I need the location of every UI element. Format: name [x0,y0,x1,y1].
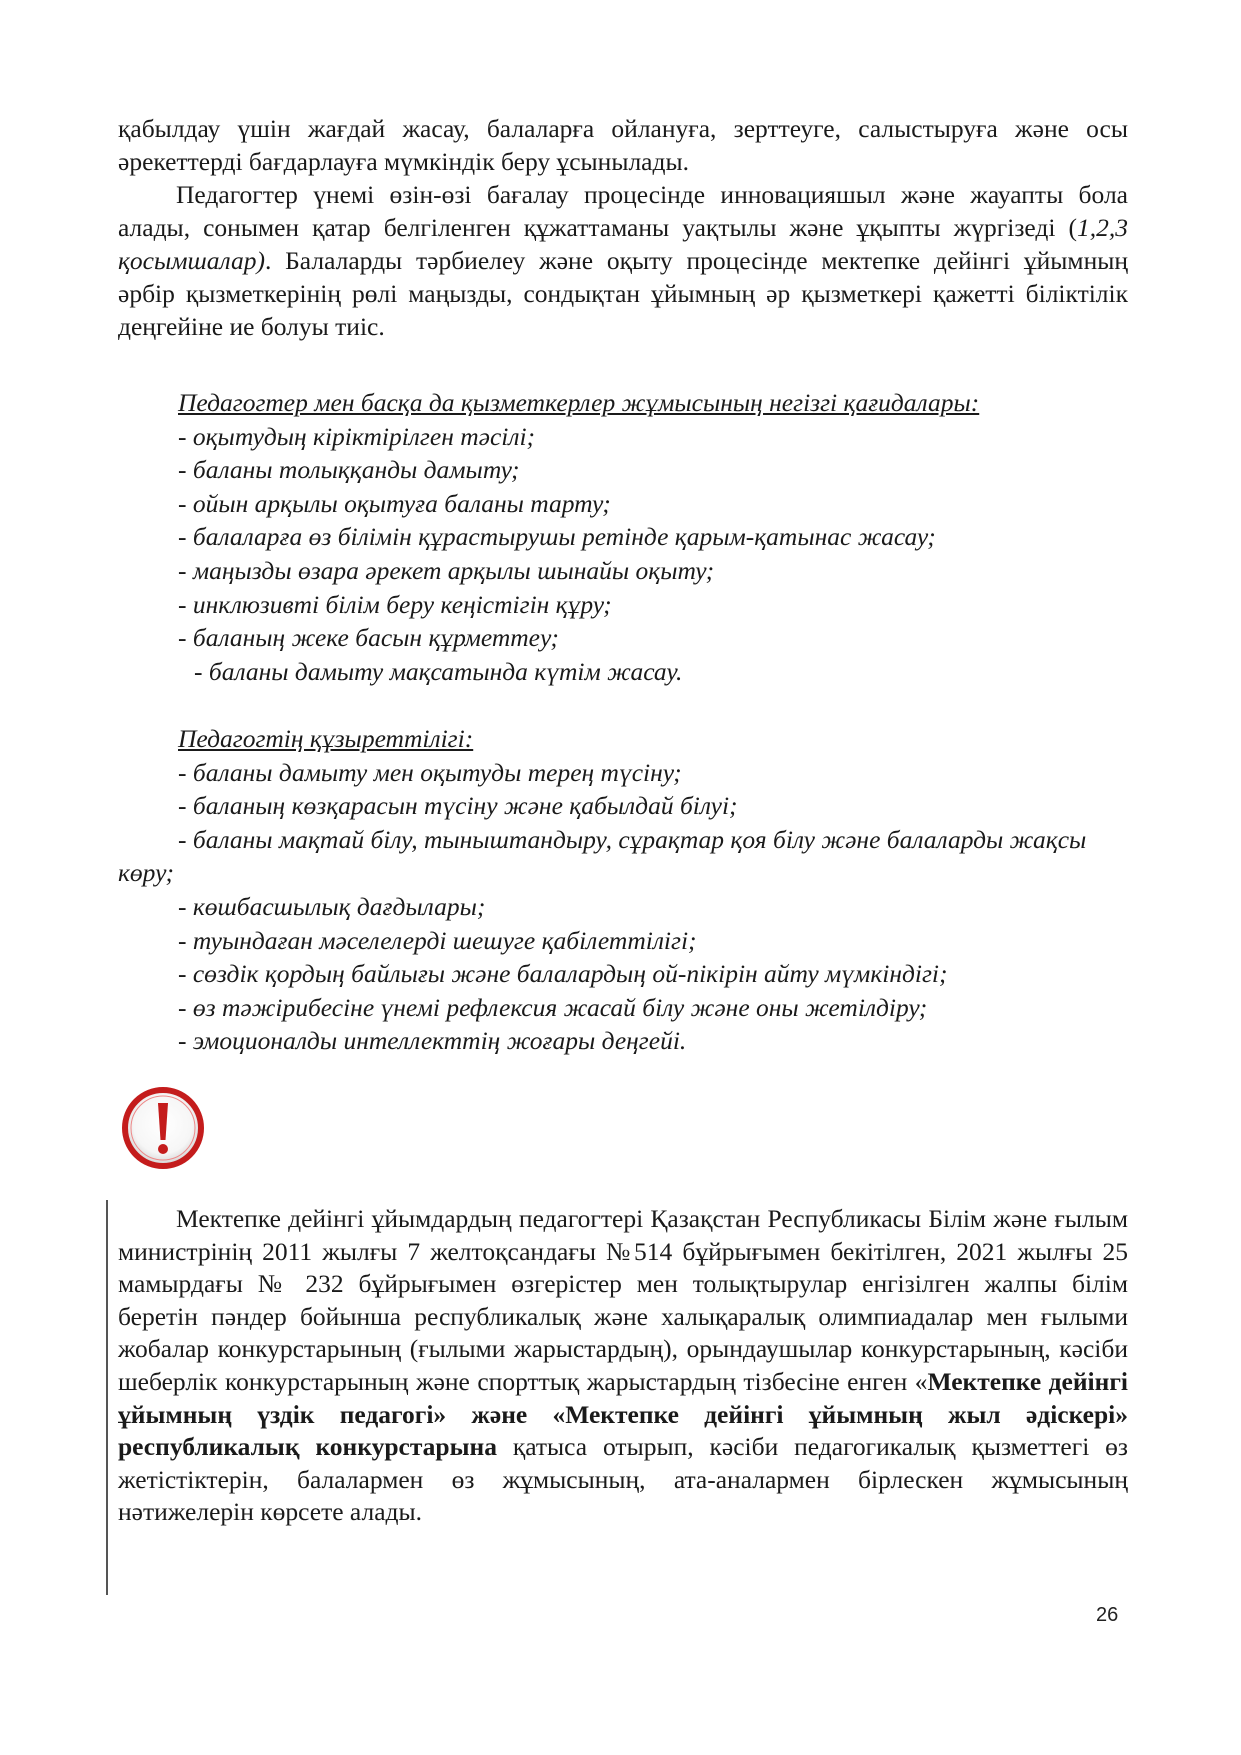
annex-reference: 1,2,3 қосымшалар) [118,213,1128,275]
principles-list [178,386,1138,688]
notice-text-start: Мектепке дейінгі ұйымдардың педагогтері Қазақстан Республикасы Білім және ғылым министрінің 2011 жылғы 7 желтоқсандағы №514 бұйрығымен бекітілген, 2021 жылғы 25 мамырдағы № 232 бұйрығымен өзгерістер мен толықтырулар енгізілген жалпы білім беретін пәндер бойынша республикалық және халықаралық олимпиадалар мен ғылыми жобалар конкурстарының (ғылыми жарыстардың), орындаушылар конкурстарының, кәсіби шеберлік конкурстарының және спорттық жарыстардың тізбесіне енген « [118,1204,1128,1396]
notice-bold-2: Мектепке дейінгі ұйымның жыл әдіскері» республикалық конкурстарына [118,1399,1128,1462]
list-item: - баланы дамыту мен оқытуды терең түсіну; [178,757,682,787]
notice-mid: және « [446,1399,566,1429]
list-item: - оқытудың кіріктірілген тәсілі; [178,421,536,451]
list-item: - баланың көзқарасын түсіну және қабылдай білуі; [178,791,738,821]
list-item: - баланы толыққанды дамыту; [178,455,520,485]
principles-heading: Педагогтер мен басқа да қызметкерлер жұмысының негізгі қағидалары: [178,388,980,417]
intro-section [118,112,1128,343]
notice-text-end: қатыса отырып, кәсіби педагогикалық қызметтегі өз жетістіктерін, балалармен өз жұмысының, ата-аналармен бірлескен жұмысының нәтижелерін көрсете алады. [118,1432,1128,1527]
notice-bold-1: Мектепке дейінгі ұйымның үздік педагогі» [118,1366,1128,1429]
list-item: - сөздік қордың байлығы және балалардың ой-пікірін айту мүмкіндігі; [178,959,948,989]
list-item: - баланы дамыту мақсатында күтім жасау. [194,656,683,686]
exclamation-icon [120,1085,206,1171]
list-item: - ойын арқылы оқытуға баланы тарту; [178,488,611,518]
list-item: - маңызды өзара әрекет арқылы шынайы оқыту; [178,555,715,585]
intro-paragraph-2 [118,178,1128,343]
page-number: 26 [1096,1604,1119,1626]
notice-paragraph [118,1203,1128,1529]
intro-paragraph-1: қабылдау үшін жағдай жасау, балаларға ойлануға, зерттеуге, салыстыруға және осы әрекеттерді бағдарлауға мүмкіндік беру ұсынылады. [118,114,1128,176]
competence-list [118,722,1138,1058]
list-item: - өз тәжірибесіне үнемі рефлексия жасай білу және оны жетілдіру; [178,992,928,1022]
intro-p2-start: Педагогтер үнемі өзін-өзі бағалау процесінде инновацияшыл және жауапты бола алады, сонымен қатар белгіленген құжаттаманы уақтылы және ұқыпты жүргізеді ( [118,180,1128,242]
competence-heading: Педагогтің құзыреттілігі: [178,724,474,753]
list-item: - эмоционалды интеллекттің жоғары деңгейі. [178,1026,687,1056]
list-item: - көшбасшылық дағдылары; [178,891,486,921]
list-item: - инклюзивті білім беру кеңістігін құру; [178,589,612,619]
intro-p2-end: . Балаларды тәрбиелеу және оқыту процесінде мектепке дейінгі ұйымның әрбір қызметкерінің рөлі маңызды, сондықтан ұйымның әр қызметкері қажетті біліктілік деңгейіне ие болуы тиіс. [118,246,1128,341]
list-item: - туындаған мәселелерді шешуге қабілеттілігі; [178,925,697,955]
list-item: - баланың жеке басын құрметтеу; [178,623,559,653]
notice-section [118,1203,1128,1529]
list-item: - балаларға өз білімін құрастырушы ретінде қарым-қатынас жасау; [178,522,936,552]
list-item-text: - баланы мақтай білу, тыныштандыру, сұрақтар қоя білу және балаларды жақсы көру; [118,824,1087,888]
list-item [118,823,1138,890]
